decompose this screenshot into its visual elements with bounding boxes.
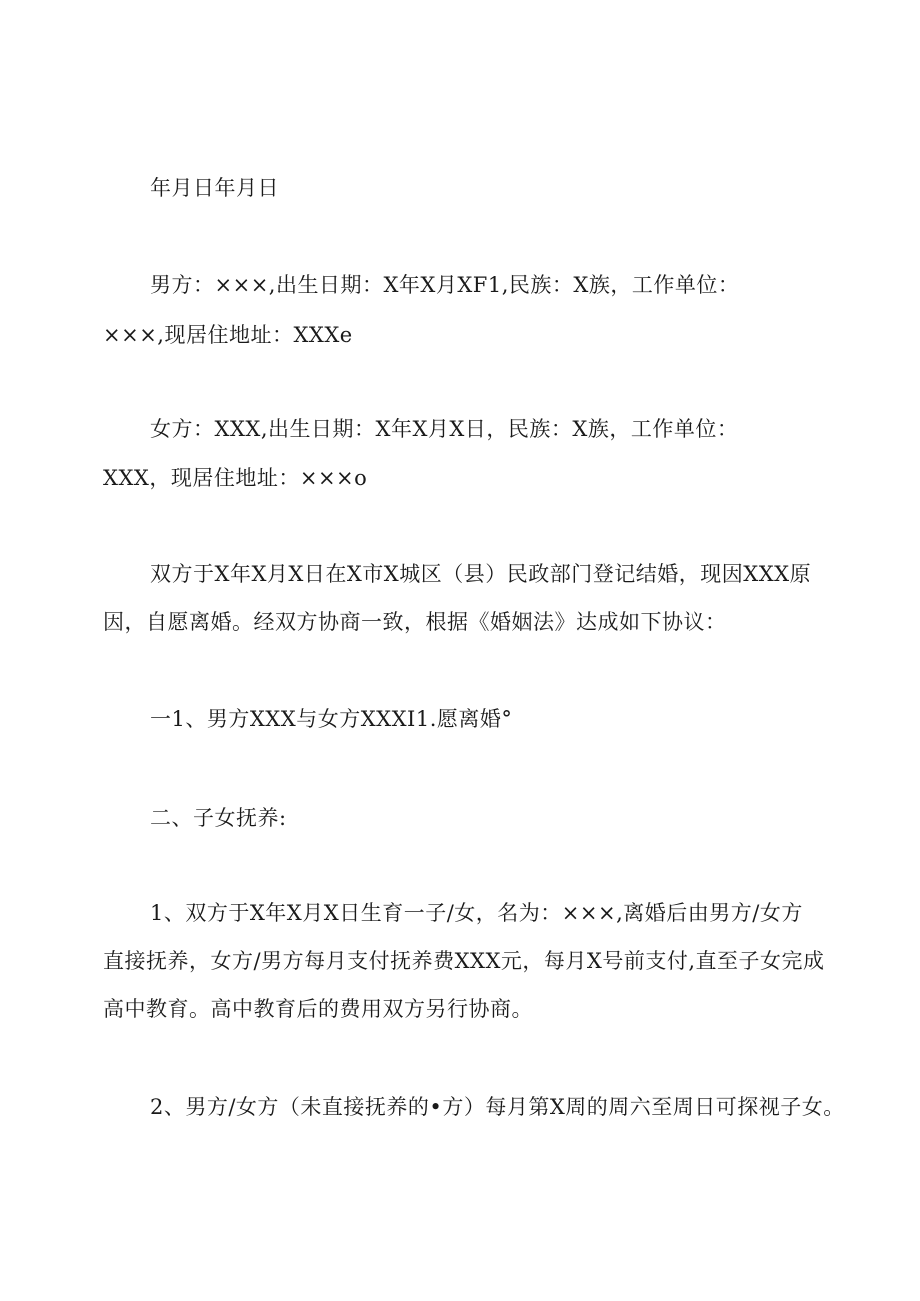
child-item-1-line-2: 直接抚养，女方/男方每月支付抚养费XXX元，每月X号前支付,直至子女完成 [103,949,825,973]
clause-one: 一1、男方XXX与女方XXXI1.愿离婚° [150,707,513,731]
female-party-line-1: 女方：XXX,出生日期：X年X月X日，民族：X族，工作单位： [150,417,739,441]
child-item-2: 2、男方/女方（未直接抚养的•方）每月第X周的周六至周日可探视子女。 [150,1095,845,1119]
male-party-line-1: 男方：×××,出生日期：X年X月XF1,民族：X族，工作单位： [150,273,740,297]
preamble-line-2: 因，自愿离婚。经双方协商一致，根据《婚姻法》达成如下协议： [103,610,727,634]
male-party-line-2: ×××,现居住地址：XXXe [103,323,353,347]
child-item-1-line-3: 高中教育。高中教育后的费用双方另行协商。 [103,997,533,1021]
date-line: 年月日年月日 [150,176,279,200]
child-item-1-line-1: 1、双方于X年X月X日生育一子/女，名为：×××,离婚后由男方/女方 [150,901,803,925]
preamble-line-1: 双方于X年X月X日在X市X城区（县）民政部门登记结婚，现因XXX原 [150,562,812,586]
clause-two-heading: 二、子女抚养: [150,806,287,830]
female-party-line-2: XXX，现居住地址：×××o [103,466,368,490]
